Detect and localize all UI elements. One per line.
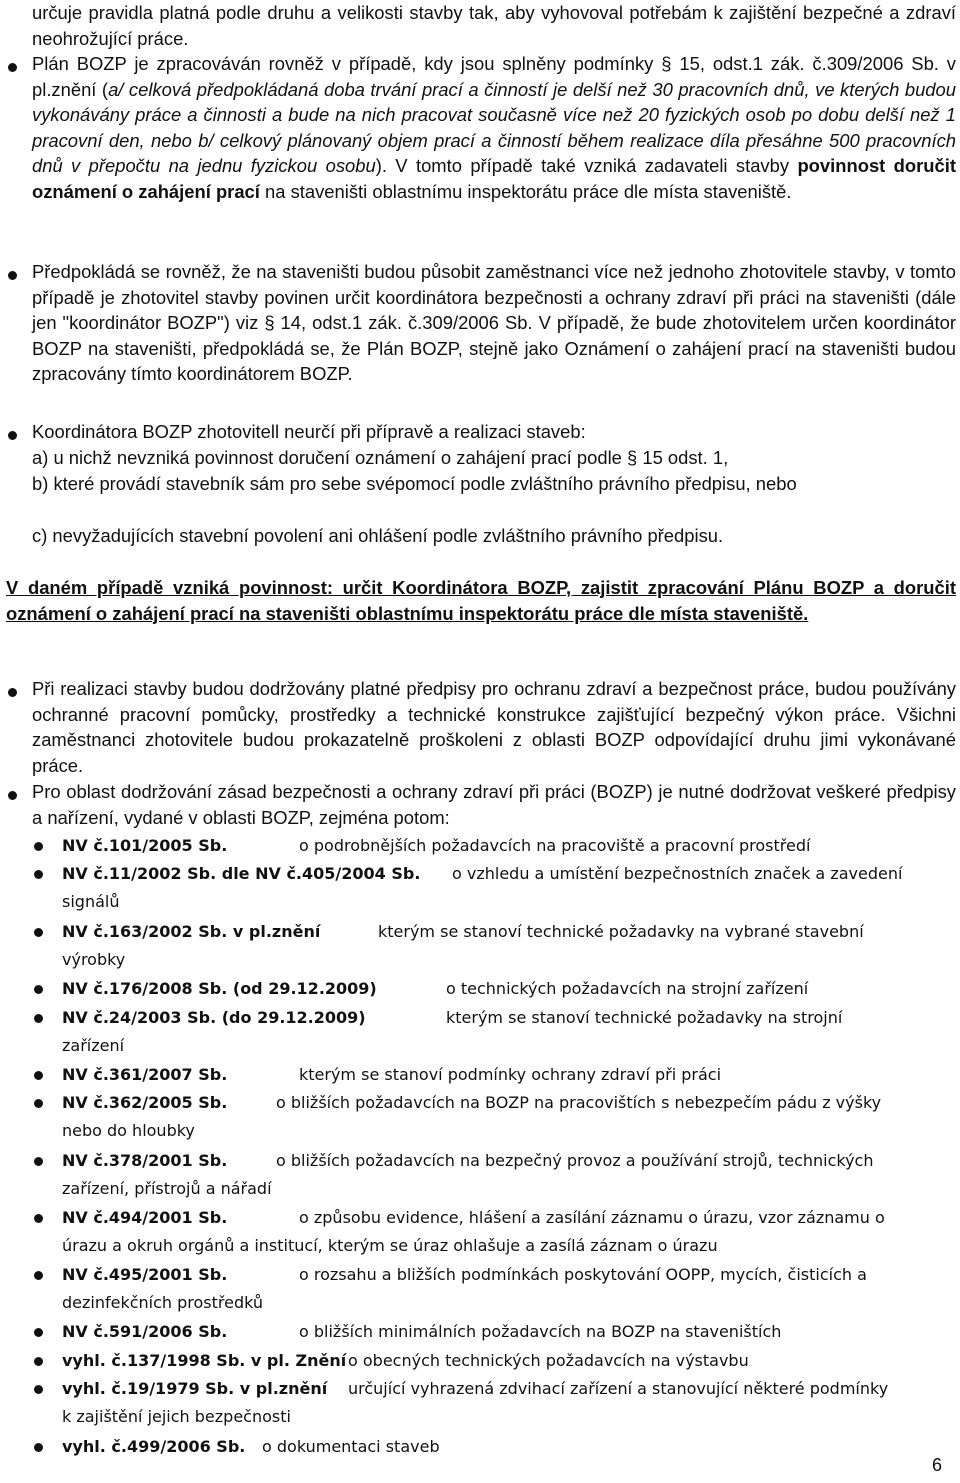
regulation-description: o bližších minimálních požadavcích na BOZP na staveništích (299, 1322, 782, 1341)
regulation-description-continued: k zajištění jejich bezpečnosti (62, 1407, 291, 1426)
regulation-item (62, 1375, 958, 1403)
bullet-icon (34, 928, 43, 937)
regulation-item (62, 1061, 958, 1089)
obligation-notice: V daném případě vzniká povinnost: určit Koordinátora BOZP, zajistit zpracování Plánu BOZP a doručit oznámení o zahájení prací na staveništi oblastnímu inspektorátu práce dle místa staveniště. (6, 577, 956, 624)
bozp-plan-text-b: ). V tomto případě také vzniká zadavateli stavby (375, 155, 798, 177)
regulation-item (62, 975, 958, 1003)
bozp-plan-text-a: Plán BOZP je zpracováván rovněž v případě, kdy jsou splněny podmínky § 15, odst.1 zák. č.309/2006 Sb. v pl.znění ( (32, 53, 956, 100)
page-number: 6 (931, 1455, 942, 1475)
bullet-icon (34, 1271, 43, 1280)
exception-c: c) nevyžadujících stavební povolení ani ohlášení podle zvláštního právního předpisu. (32, 525, 724, 546)
regulation-code: NV č.361/2007 Sb. (62, 1065, 228, 1084)
regulation-item (62, 1147, 958, 1175)
bozp-plan-text-c: na staveništi oblastnímu inspektorátu práce dle místa staveniště. (259, 180, 792, 202)
bullet-icon (34, 1099, 43, 1108)
regulation-description: o obecných technických požadavcích na výstavbu (348, 1351, 749, 1370)
regulation-item (62, 1347, 958, 1375)
bullet-icon (8, 271, 17, 280)
bullet-icon (34, 870, 43, 879)
regulation-description: kterým se stanoví technické požadavky na vybrané stavební (378, 922, 864, 941)
bullet-icon (8, 791, 17, 800)
regulation-description: o rozsahu a bližších podmínkách poskytování OOPP, mycích, čisticích a (299, 1265, 867, 1284)
intro-paragraph: určuje pravidla platná podle druhu a velikosti stavby tak, aby vyhovoval potřebám k zajištění bezpečné a zdraví neohrožující práce. (32, 2, 956, 49)
regulation-code: vyhl. č.137/1998 Sb. v pl. Znění (62, 1351, 347, 1370)
regulation-item (62, 1004, 958, 1032)
bozp-plan-conditions: a/ celková předpokládaná doba trvání prací a činností je delší než 30 pracovních dnů, ve kterých budou vykonávány práce a činnosti a bude na nich pracovat současně více než 20 fyzických osob po dobu delší než 1 pracovní den, nebo b/ celkový plánovaný objem prací a činností během realizace díla přesáhne 500 pracovních dnů v přepočtu na jednu fyzickou osobu (32, 78, 956, 177)
coordinator-paragraph: Předpokládá se rovněž, že na staveništi budou působit zaměstnanci více než jednoho zhotovitele stavby, v tomto případě je zhotovitel stavby povinen určit koordinátora bezpečnosti a ochrany zdraví při práci na staveništi (dále jen "koordinátor BOZP") viz § 14, odst.1 zák. č.309/2006 Sb. V případě, že bude zhotovitelem určen koordinátor BOZP na staveništi, předpokládá se, že Plán BOZP, stejně jako Oznámení o zahájení prací na staveništi budou zpracovány tímto koordinátorem BOZP. (32, 261, 956, 385)
regulation-description-continued: úrazu a okruh orgánů a institucí, kterým se úraz ohlašuje a zasílá záznam o úrazu (62, 1236, 718, 1255)
regulation-code: NV č.591/2006 Sb. (62, 1322, 228, 1341)
regulation-description: o vzhledu a umístění bezpečnostních značek a zavedení (452, 864, 903, 883)
regulation-item (62, 1318, 958, 1346)
safety-compliance-paragraph: Při realizaci stavby budou dodržovány platné předpisy pro ochranu zdraví a bezpečnost práce, budou používány ochranné pracovní pomůcky, prostředky a technické konstrukce zajišťující bezpečný výkon práce. Všichni zaměstnanci zhotovitele budou prokazatelně proškoleni z oblasti BOZP odpovídající druhu jimi vykonávané práce. (32, 678, 956, 776)
bozp-plan-obligation: povinnost doručit oznámení o zahájení prací (32, 155, 956, 202)
regulation-item (62, 1204, 958, 1232)
regulation-description-continued: výrobky (62, 950, 126, 969)
regulation-code: NV č.163/2002 Sb. v pl.znění (62, 922, 321, 941)
bozp-plan-paragraph (32, 51, 956, 205)
exception-b: b) které provádí stavebník sám pro sebe svépomocí podle zvláštního právního předpisu, nebo (32, 473, 797, 494)
bullet-icon (34, 1357, 43, 1366)
regulation-code: NV č.494/2001 Sb. (62, 1208, 228, 1227)
bullet-icon (34, 1443, 43, 1452)
regulation-item (62, 860, 958, 888)
regulation-item (62, 918, 958, 946)
regulation-description: o bližších požadavcích na BOZP na pracovištích s nebezpečím pádu z výšky (276, 1093, 882, 1112)
regulation-description: o technických požadavcích na strojní zařízení (446, 979, 809, 998)
regulation-description: o dokumentaci staveb (262, 1437, 440, 1456)
regulation-description-continued: signálů (62, 892, 120, 911)
bullet-icon (8, 63, 17, 72)
regulation-description: o způsobu evidence, hlášení a zasílání záznamu o úrazu, vzor záznamu o (299, 1208, 885, 1227)
regulation-description: určující vyhrazená zdvihací zařízení a stanovující některé podmínky (348, 1379, 889, 1398)
regulation-description: kterým se stanoví technické požadavky na strojní (446, 1008, 843, 1027)
exception-a: a) u nichž nevzniká povinnost doručení oznámení o zahájení prací podle § 15 odst. 1, (32, 447, 729, 468)
regulation-description: kterým se stanoví podmínky ochrany zdraví při práci (299, 1065, 722, 1084)
bullet-icon (8, 431, 17, 440)
regulation-description-continued: zařízení, přístrojů a nářadí (62, 1179, 272, 1198)
regulation-description-continued: zařízení (62, 1036, 125, 1055)
regulation-code: NV č.495/2001 Sb. (62, 1265, 228, 1284)
bullet-icon (34, 1014, 43, 1023)
bullet-icon (34, 1385, 43, 1394)
regulation-code: NV č.101/2005 Sb. (62, 836, 228, 855)
bullet-icon (34, 1157, 43, 1166)
regulation-code: NV č.176/2008 Sb. (od 29.12.2009) (62, 979, 377, 998)
bullet-icon (34, 985, 43, 994)
bullet-icon (34, 1214, 43, 1223)
bullet-icon (34, 1071, 43, 1080)
regulation-code: NV č.378/2001 Sb. (62, 1151, 228, 1170)
regulation-code: NV č.362/2005 Sb. (62, 1093, 228, 1112)
regulation-code: vyhl. č.19/1979 Sb. v pl.znění (62, 1379, 328, 1398)
regulation-item (62, 1433, 958, 1461)
bullet-icon (34, 1328, 43, 1337)
coordinator-exceptions-heading: Koordinátora BOZP zhotovitell neurčí při přípravě a realizaci staveb: (32, 421, 586, 442)
regulation-code: NV č.24/2003 Sb. (do 29.12.2009) (62, 1008, 366, 1027)
bullet-icon (8, 688, 17, 697)
regulation-code: vyhl. č.499/2006 Sb. (62, 1437, 246, 1456)
regulation-item (62, 1261, 958, 1289)
regulation-code: NV č.11/2002 Sb. dle NV č.405/2004 Sb. (62, 864, 421, 883)
regulation-description-continued: dezinfekčních prostředků (62, 1293, 264, 1312)
regulation-item (62, 1089, 958, 1117)
regulation-description: o podrobnějších požadavcích na pracoviště a pracovní prostředí (299, 836, 811, 855)
regulation-item (62, 832, 958, 860)
regulations-intro: Pro oblast dodržování zásad bezpečnosti a ochrany zdraví při práci (BOZP) je nutné dodržovat veškeré předpisy a nařízení, vydané v oblasti BOZP, zejména potom: (32, 781, 956, 828)
regulation-description: o bližších požadavcích na bezpečný provoz a používání strojů, technických (276, 1151, 874, 1170)
regulation-description-continued: nebo do hloubky (62, 1121, 195, 1140)
bullet-icon (34, 842, 43, 851)
